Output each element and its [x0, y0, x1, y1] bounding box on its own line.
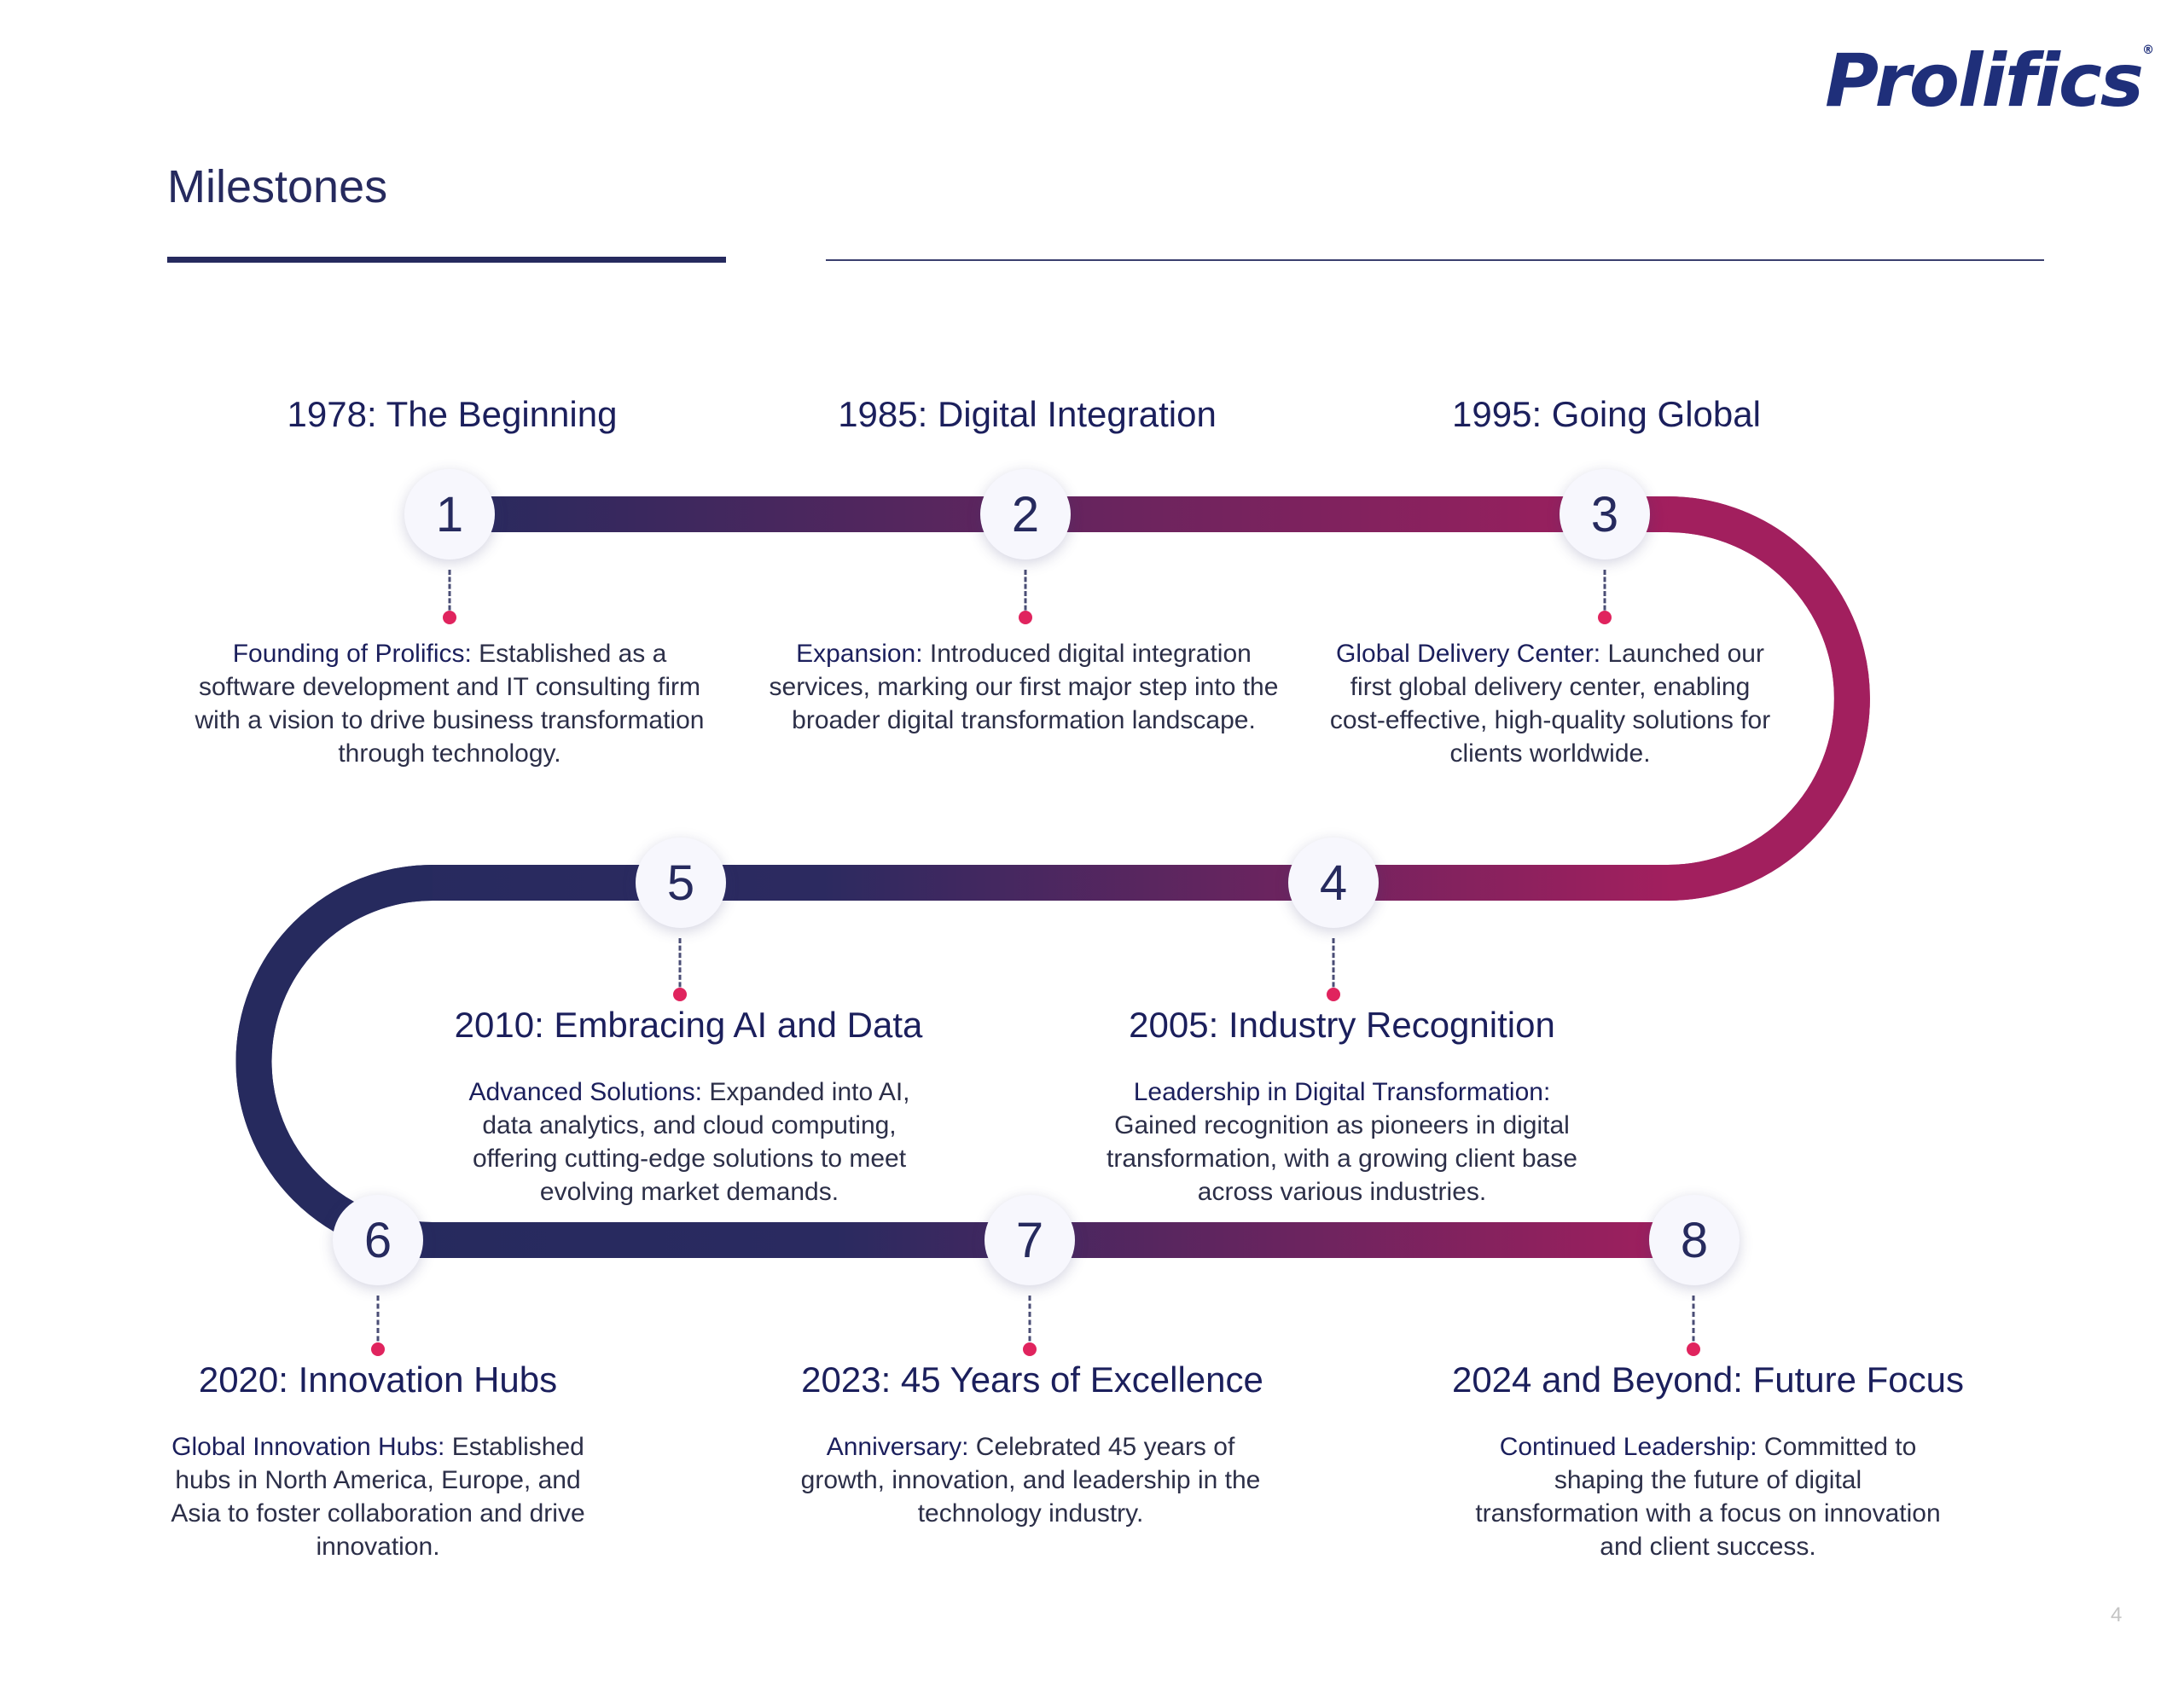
- milestone-3-lead: Global Delivery Center:: [1336, 640, 1601, 668]
- milestone-8-lead: Continued Leadership:: [1499, 1433, 1757, 1461]
- milestone-5-connector: [679, 938, 682, 994]
- milestone-1-node: 1: [404, 469, 495, 559]
- milestone-6-node: 6: [333, 1195, 423, 1285]
- milestone-7-dot: [1023, 1342, 1037, 1356]
- registered-mark: ®: [2142, 43, 2154, 57]
- milestone-4-connector: [1333, 938, 1335, 994]
- milestone-6-dot: [371, 1342, 385, 1356]
- milestone-6-lead: Global Innovation Hubs:: [171, 1433, 445, 1461]
- milestone-3-description: [1328, 637, 1772, 770]
- milestone-2-lead: Expansion:: [796, 640, 923, 668]
- milestone-1-text: Established as a software development and IT consulting firm with a vision to drive business transformation through technology.: [195, 640, 705, 768]
- milestone-6-connector: [377, 1296, 380, 1349]
- milestone-7-lead: Anniversary:: [826, 1433, 969, 1461]
- prolifics-logo: Prolifics®: [1825, 38, 2154, 124]
- milestone-3-text: Launched our first global delivery center, enabling cost-effective, high-quality solutions for clients worldwide.: [1329, 640, 1771, 768]
- milestone-7-node: 7: [985, 1195, 1075, 1285]
- milestone-1-description: [194, 637, 706, 770]
- milestone-4-text: Gained recognition as pioneers in digital transformation, with a growing client base across various industries.: [1107, 1111, 1577, 1206]
- milestone-7-connector: [1029, 1296, 1031, 1349]
- milestone-8-text: Committed to shaping the future of digital transformation with a focus on innovation and client success.: [1475, 1433, 1941, 1561]
- milestone-8-dot: [1687, 1342, 1700, 1356]
- milestone-5-text: Expanded into AI, data analytics, and cloud computing, offering cutting-edge solutions to meet evolving market demands.: [472, 1078, 910, 1206]
- milestone-7-text: Celebrated 45 years of growth, innovation, and leadership in the technology industry.: [800, 1433, 1261, 1528]
- milestone-8-connector: [1693, 1296, 1695, 1349]
- milestone-8-title: 2024 and Beyond: Future Focus: [1451, 1359, 1965, 1400]
- milestone-5-lead: Advanced Solutions:: [468, 1078, 702, 1106]
- milestone-5-dot: [673, 988, 687, 1001]
- milestone-6-description: [148, 1430, 608, 1563]
- milestone-2-title: 1985: Digital Integration: [838, 394, 1217, 434]
- milestone-4-description: [1103, 1075, 1581, 1209]
- milestone-3-dot: [1598, 611, 1612, 624]
- milestone-3-node: 3: [1560, 469, 1650, 559]
- milestone-7-title: 2023: 45 Years of Excellence: [801, 1359, 1263, 1400]
- track-curve-left: [253, 883, 433, 1240]
- milestone-3-title: 1995: Going Global: [1452, 394, 1761, 434]
- milestone-5-description: [442, 1075, 937, 1209]
- milestone-4-dot: [1327, 988, 1340, 1001]
- milestone-4-node: 4: [1288, 838, 1379, 928]
- milestone-5-title: 2010: Embracing AI and Data: [454, 1005, 923, 1045]
- milestone-1-lead: Founding of Prolifics:: [232, 640, 472, 668]
- milestone-5-node: 5: [636, 838, 726, 928]
- milestone-1-title: 1978: The Beginning: [287, 394, 618, 434]
- page-title: Milestones: [167, 161, 388, 212]
- milestone-2-description: [768, 637, 1280, 737]
- milestone-4-lead: Leadership in Digital Transformation:: [1133, 1078, 1551, 1106]
- milestone-2-node: 2: [980, 469, 1071, 559]
- milestone-4-title: 2005: Industry Recognition: [1129, 1005, 1555, 1045]
- milestone-1-dot: [443, 611, 456, 624]
- milestone-6-text: Established hubs in North America, Europe, and Asia to foster collaboration and drive innovation.: [171, 1433, 585, 1561]
- milestone-8-description: [1469, 1430, 1947, 1563]
- milestone-8-node: 8: [1649, 1195, 1740, 1285]
- page-number: 4: [2111, 1603, 2123, 1626]
- milestone-6-title: 2020: Innovation Hubs: [198, 1359, 558, 1400]
- milestone-7-description: [792, 1430, 1269, 1530]
- milestone-2-dot: [1019, 611, 1032, 624]
- milestone-2-text: Introduced digital integration services, marking our first major step into the broader digital transformation landscape.: [769, 640, 1279, 734]
